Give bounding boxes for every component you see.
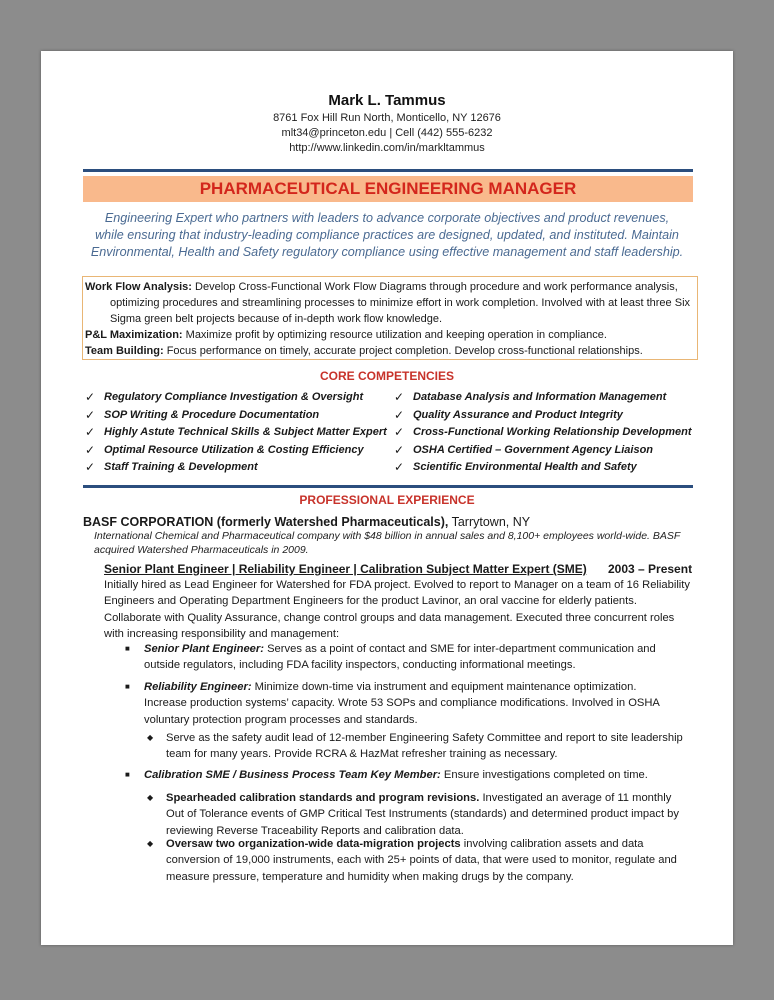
core-competencies-title: CORE COMPETENCIES: [319, 369, 454, 383]
competency-item: ✓ Cross-Functional Working Relationship Development: [392, 424, 692, 442]
company-description: International Chemical and Pharmaceutical company with $48 billion in annual sales and 8,100+ employees world-wide. BASF acquired Watershed Pharmaceuticals in 2009.: [94, 530, 681, 556]
competency-item: ✓ SOP Writing & Procedure Documentation: [83, 407, 387, 425]
title-banner: PHARMACEUTICAL ENGINEERING MANAGER: [83, 176, 693, 202]
job-intro: Initially hired as Lead Engineer for Watershed for FDA project. Evolved to report to Manager on a team of 16 Reliability Engineers and Operating Department Engineers for the product Lavinor, an oral vaccine for elderly patients. Collaborate with Quality Assurance, change control groups and data management. Executed three concurrent roles with increasing responsibility and management:: [104, 579, 690, 641]
professional-experience-title: PROFESSIONAL EXPERIENCE: [299, 493, 475, 507]
square-bullet-icon: ■: [125, 644, 130, 653]
contact-line: mlt34@princeton.edu | Cell (442) 555-6232: [281, 127, 493, 139]
competency-item: ✓ OSHA Certified – Government Agency Liaison: [392, 442, 692, 460]
section-rule: [83, 485, 693, 488]
diamond-bullet-icon: ◆: [147, 733, 154, 742]
checkmark-icon: ✓: [394, 425, 405, 439]
highlight-label: Team Building:: [85, 345, 164, 357]
company-line: [83, 514, 530, 531]
highlight-pl: [85, 327, 697, 343]
checkmark-icon: ✓: [394, 390, 405, 404]
checkmark-icon: ✓: [394, 407, 405, 422]
sub-bullet-text: Spearheaded calibration standards and program revisions. Investigated an average of 11 monthly Out of Tolerance events of GMP Critical Test Instruments (standards) and determined product impact by reviewing Reverse Traceability Reports and calibration data.: [166, 792, 679, 837]
checkmark-icon: ✓: [85, 407, 96, 422]
competency-item: ✓ Database Analysis and Information Management: [392, 389, 692, 407]
job-title: Senior Plant Engineer | Reliability Engineer | Calibration Subject Matter Expert (SME): [104, 562, 587, 576]
checkmark-icon: ✓: [394, 460, 405, 474]
role-text: Reliability Engineer: Minimize down-time via instrument and equipment maintenance optimization. Increase production systems’ capacity. Wrote 53 SOPs and compliance modifications. Involved in OSHA voluntary protection program processes and standards.: [144, 681, 660, 726]
highlight-text: Develop Cross-Functional Work Flow Diagrams through procedure and work performance analysis, optimizing procedures and streamlining processes to minimize effort in work completion. Involved with at least three Six Sigma green belt projects because of in-depth work flow knowledge.: [110, 281, 691, 325]
square-bullet-icon: ■: [125, 770, 130, 779]
role-text: Calibration SME / Business Process Team Key Member: Ensure investigations completed on time.: [144, 769, 648, 781]
diamond-bullet-icon: ◆: [147, 839, 154, 848]
highlight-team: [85, 343, 697, 359]
sub-bullet-text: Serve as the safety audit lead of 12-member Engineering Safety Committee and report to site leadership team for many years. Provide RCRA & HazMat refresher training as necessary.: [166, 732, 683, 761]
linkedin-url[interactable]: http://www.linkedin.com/in/markltammus: [289, 142, 485, 154]
competencies-left: [83, 389, 387, 477]
job-dates: 2003 – Present: [608, 562, 693, 576]
resume-header: [41, 91, 733, 156]
highlight-label: Work Flow Analysis:: [85, 281, 192, 293]
highlights-box: [82, 276, 698, 360]
competency-item: ✓ Optimal Resource Utilization & Costing Efficiency: [83, 442, 387, 460]
highlight-label: P&L Maximization:: [85, 329, 183, 341]
highlight-text: Maximize profit by optimizing resource utilization and keeping operation in compliance.: [182, 329, 607, 341]
highlight-text: Focus performance on timely, accurate project completion. Develop cross-functional relationships.: [163, 345, 643, 357]
company-name: BASF CORPORATION (formerly Watershed Pharmaceuticals),: [83, 515, 449, 529]
checkmark-icon: ✓: [394, 442, 405, 457]
competency-item: ✓ Scientific Environmental Health and Safety: [392, 459, 692, 477]
checkmark-icon: ✓: [85, 425, 96, 439]
square-bullet-icon: ■: [125, 682, 130, 691]
competency-item: ✓ Regulatory Compliance Investigation & Oversight: [83, 389, 387, 407]
company-location: Tarrytown, NY: [448, 515, 531, 529]
sub-bullet-text: Oversaw two organization-wide data-migration projects involving calibration assets and data conversion of 19,000 instruments, each with 25+ points of data, that were used to monitor, regulate and measure pressure, temperature and humidity when making drugs by the company.: [166, 838, 677, 883]
checkmark-icon: ✓: [85, 390, 96, 404]
candidate-name: Mark L. Tammus: [328, 92, 446, 109]
diamond-bullet-icon: ◆: [147, 793, 154, 802]
resume-page: [41, 51, 733, 945]
highlight-workflow: [85, 279, 697, 327]
summary-text: Engineering Expert who partners with leaders to advance corporate objectives and product revenues, while ensuring that industry-leading compliance practices are designed, updated, and instituted. Maintain Environmental, Health and Safety regulatory compliance using effective management and staff leadership.: [90, 211, 684, 259]
role-text: Senior Plant Engineer: Serves as a point of contact and SME for inter-department communication and outside regulators, including FDA facility inspectors, conducting informational meetings.: [144, 643, 656, 672]
address: 8761 Fox Hill Run North, Monticello, NY 12676: [273, 112, 501, 124]
header-rule: [83, 169, 693, 172]
competency-item: ✓ Quality Assurance and Product Integrity: [392, 407, 692, 425]
competency-item: ✓ Highly Astute Technical Skills & Subject Matter Expert: [83, 424, 387, 442]
competencies-right: [392, 389, 692, 477]
competency-item: ✓ Staff Training & Development: [83, 459, 387, 477]
checkmark-icon: ✓: [85, 442, 96, 457]
checkmark-icon: ✓: [85, 460, 96, 474]
